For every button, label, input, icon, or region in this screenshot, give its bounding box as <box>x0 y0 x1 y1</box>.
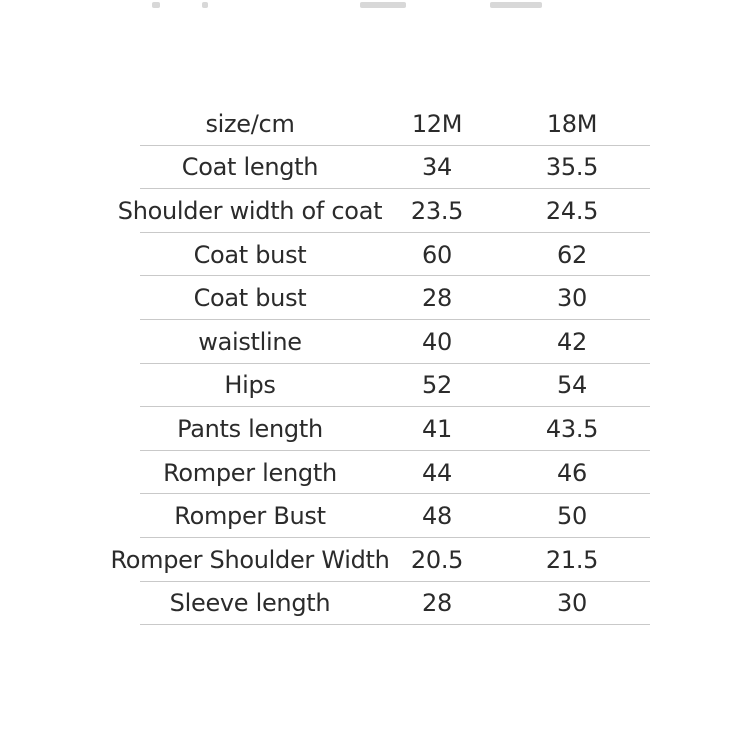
row-value-12m: 40 <box>422 327 452 356</box>
cropped-text-fragment <box>150 0 570 14</box>
table-row <box>70 582 650 626</box>
row-value-12m: 34 <box>422 153 452 182</box>
table-row <box>70 189 650 233</box>
table-row <box>70 233 650 277</box>
row-divider <box>140 624 650 625</box>
row-value-12m: 28 <box>422 284 452 313</box>
row-value-18m: 35.5 <box>545 153 599 182</box>
row-label: Romper Bust <box>174 502 326 531</box>
table-row <box>70 146 650 190</box>
row-value-18m: 50 <box>557 502 587 531</box>
row-value-18m: 46 <box>557 458 587 487</box>
row-label: Coat bust <box>193 284 307 313</box>
table-row <box>70 407 650 451</box>
row-value-12m: 23.5 <box>410 196 464 225</box>
table-row <box>70 364 650 408</box>
row-label: Coat length <box>181 153 319 182</box>
row-label: Shoulder width of coat <box>117 196 383 225</box>
row-label: Pants length <box>177 414 323 443</box>
table-row <box>70 276 650 320</box>
row-value-18m: 24.5 <box>545 196 599 225</box>
row-value-12m: 20.5 <box>410 545 464 574</box>
row-label: Romper Shoulder Width <box>110 545 390 574</box>
table-row <box>70 451 650 495</box>
table-header-row <box>70 102 650 146</box>
row-value-18m: 43.5 <box>545 414 599 443</box>
row-value-12m: 41 <box>422 414 452 443</box>
row-value-12m: 28 <box>422 589 452 618</box>
row-label: Hips <box>224 371 276 400</box>
row-value-12m: 44 <box>422 458 452 487</box>
row-value-18m: 30 <box>557 589 587 618</box>
row-label: Romper length <box>163 458 337 487</box>
row-label: Coat bust <box>193 240 307 269</box>
row-label: waistline <box>198 327 302 356</box>
row-value-12m: 60 <box>422 240 452 269</box>
row-value-18m: 42 <box>557 327 587 356</box>
table-row <box>70 538 650 582</box>
row-value-12m: 48 <box>422 502 452 531</box>
row-label: Sleeve length <box>169 589 331 618</box>
row-value-18m: 54 <box>557 371 587 400</box>
header-12m: 12M <box>411 109 463 138</box>
row-value-12m: 52 <box>422 371 452 400</box>
table-row <box>70 494 650 538</box>
row-value-18m: 62 <box>557 240 587 269</box>
size-chart-table <box>70 102 650 625</box>
row-value-18m: 30 <box>557 284 587 313</box>
row-value-18m: 21.5 <box>545 545 599 574</box>
header-18m: 18M <box>546 109 598 138</box>
table-row <box>70 320 650 364</box>
header-size-label: size/cm <box>205 109 295 138</box>
